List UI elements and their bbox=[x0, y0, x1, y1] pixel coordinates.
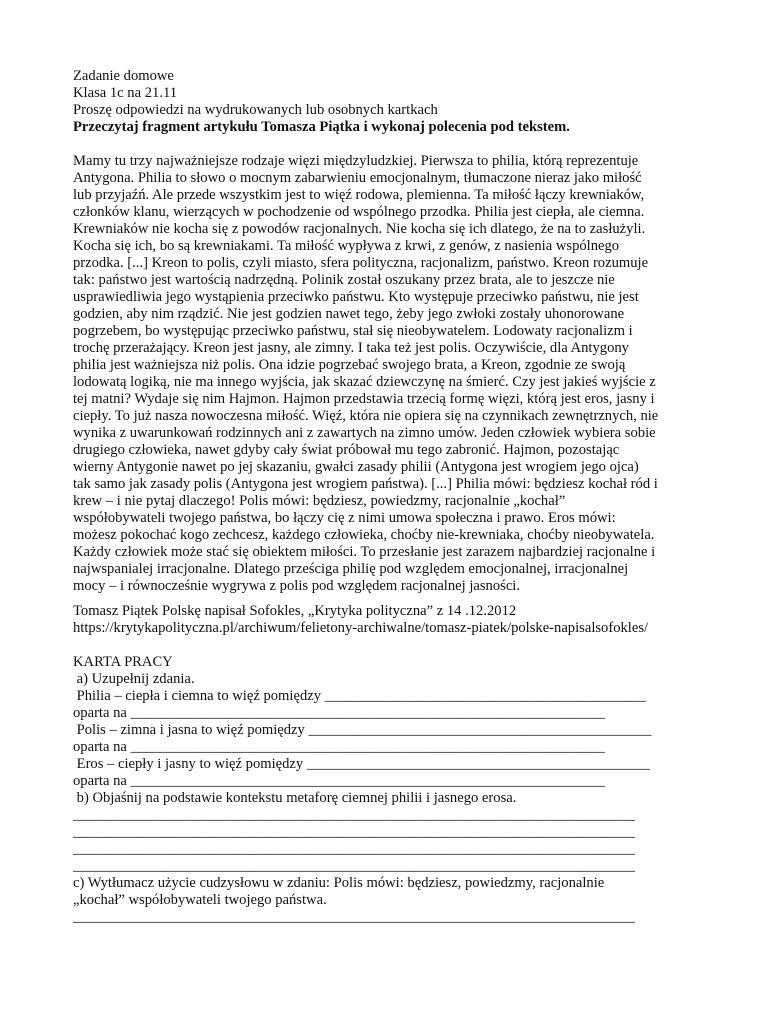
article-line: Każdy człowiek może stać się obiektem miłości. To przesłanie jest zarazem najbardziej racjonalne i bbox=[73, 544, 656, 560]
article-line: lodowatą logiką, nie ma innego wyjścia, jak skazać dziewczynę na śmierć. Czy jest jakieś wyjście z bbox=[73, 374, 656, 390]
task-c-line-2: „kochał” współobywateli twojego państwa. bbox=[73, 892, 327, 908]
instruction: Przeczytaj fragment artykułu Tomasza Piątka i wykonaj polecenia pod tekstem. bbox=[73, 119, 570, 135]
polis-sentence: Polis – zimna i jasna to więź pomiędzy _______________________________________________ bbox=[73, 722, 652, 738]
article-line: możesz pokochać kogo zechcesz, każdego człowieka, choćby nie-krewniaka, choćby nieobywatela. bbox=[73, 527, 655, 543]
answer-line: _____________________________________________________________________________ bbox=[73, 841, 635, 857]
article-line: tej matni? Wydaje się nim Hajmon. Hajmon przedstawia trzecią formę więzi, którą jest eros, jasny i bbox=[73, 391, 655, 407]
article-line: tak: państwo jest wartością nadrzędną. Polinik został oszukany przez brata, ale to jeszcze nie bbox=[73, 272, 615, 288]
task-c-line-1: c) Wytłumacz użycie cudzysłowu w zdaniu: Polis mówi: będziesz, powiedzmy, racjonalnie bbox=[73, 875, 605, 891]
article-line: trochę przerażający. Kreon jest jasny, ale zimny. I taka też jest polis. Oczywiście, dla Antygony bbox=[73, 340, 629, 356]
article-line: tak samo jak zasady polis (Antygona jest wrogiem państwa). [...] Philia mówi: będziesz kochał ród i bbox=[73, 476, 658, 492]
article-line: członków klanu, wierzących w pochodzenie od wspólnego przodka. Philia jest ciepła, ale ciemna. bbox=[73, 204, 645, 220]
homework-title: Zadanie domowe bbox=[73, 68, 174, 84]
source-citation: Tomasz Piątek Polskę napisał Sofokles, „Krytyka polityczna” z 14 .12.2012 bbox=[73, 603, 517, 619]
class-info: Klasa 1c na 21.11 bbox=[73, 85, 178, 101]
article-line: philia jest ważniejsza niż polis. Ona idzie pogrzebać swojego brata, a Kreon, zgodnie ze swoją bbox=[73, 357, 626, 373]
task-a: a) Uzupełnij zdania. bbox=[73, 671, 195, 687]
article-line: krew – i nie pytaj dlaczego! Polis mówi: będziesz, powiedzmy, racjonalnie „kochał” bbox=[73, 493, 566, 509]
article-line: ciepły. To już nasza nowoczesna miłość. Więź, która nie opiera się na czynnikach zewnętrznych, nie bbox=[73, 408, 659, 424]
article-line: wynika z uwarunkowań rodzinnych ani z zawartych na zimno umów. Jeden człowiek wybiera sobie bbox=[73, 425, 656, 441]
article-line: współobywateli twojego państwa, bo łączy cię z nimi umowa społeczna i prawo. Eros mówi: bbox=[73, 510, 616, 526]
answer-line: _____________________________________________________________________________ bbox=[73, 824, 635, 840]
article-line: godzien, aby nim rządzić. Nie jest godzien nawet tego, żeby jego zwłoki zostały uhonorowane bbox=[73, 306, 625, 322]
answer-line: _____________________________________________________________________________ bbox=[73, 858, 635, 874]
article-line: najwspanialej irracjonalne. Dlatego prześciga philię pod względem emocjonalnej, irracjonalnej bbox=[73, 561, 629, 577]
article-line: drugiego człowieka, nawet gdyby cały świat próbował mu tego zabronić. Hajmon, pozostając bbox=[73, 442, 620, 458]
article-line: Antygona. Philia to słowo o mocnym zabarwieniu emocjonalnym, tłumaczone nieraz jako miłość bbox=[73, 170, 642, 186]
article-line: wierny Antygonie nawet po jej skazaniu, gwałci zasady philii (Antygona jest wrogiem jego ojca) bbox=[73, 459, 639, 475]
article-line: przodka. [...] Kreon to polis, czyli miasto, sfera polityczna, racjonalizm, państwo. Kreon rozumuje bbox=[73, 255, 649, 271]
philia-based-on: oparta na _________________________________________________________________ bbox=[73, 705, 605, 721]
article-line: lub przyjaźń. Ale przede wszystkim jest to więź rodowa, plemienna. Ta miłość łączy krewniaków, bbox=[73, 187, 645, 203]
worksheet-title: KARTA PRACY bbox=[73, 654, 173, 670]
eros-based-on: oparta na _________________________________________________________________ bbox=[73, 773, 605, 789]
article-line: usprawiedliwia jego wystąpienia przeciwko państwu. Kto występuje przeciwko państwu, nie jest bbox=[73, 289, 639, 305]
article-line: pogrzebem, bo występując przeciwko państwu, stał się nieobywatelem. Lodowaty racjonalizm i bbox=[73, 323, 633, 339]
eros-sentence: Eros – ciepły i jasny to więź pomiędzy _______________________________________________ bbox=[73, 756, 650, 772]
article-line: Kocha się ich, bo są krewniakami. Ta miłość wypływa z krwi, z genów, z nasienia wspólnego bbox=[73, 238, 620, 254]
task-b: b) Objaśnij na podstawie kontekstu metaforę ciemnej philii i jasnego erosa. bbox=[73, 790, 517, 806]
answer-request: Proszę odpowiedzi na wydrukowanych lub osobnych kartkach bbox=[73, 102, 438, 118]
source-url: https://krytykapolityczna.pl/archiwum/felietony-archiwalne/tomasz-piatek/polske-napisalsofokles/ bbox=[73, 620, 649, 636]
polis-based-on: oparta na _________________________________________________________________ bbox=[73, 739, 605, 755]
answer-line: _____________________________________________________________________________ bbox=[73, 807, 635, 823]
article-line: Mamy tu trzy najważniejsze rodzaje więzi międzyludzkiej. Pierwsza to philia, którą reprezentuje bbox=[73, 153, 639, 169]
answer-line: _____________________________________________________________________________ bbox=[73, 909, 635, 925]
article-line: Krewniaków nie kocha się z powodów racjonalnych. Nie kocha się ich dlatego, że na to zasłużyli. bbox=[73, 221, 646, 237]
philia-sentence: Philia – ciepła i ciemna to więź pomiędzy ____________________________________________ bbox=[73, 688, 646, 704]
article-line: mocy – i równocześnie wygrywa z polis pod względem racjonalnej jasności. bbox=[73, 578, 521, 594]
